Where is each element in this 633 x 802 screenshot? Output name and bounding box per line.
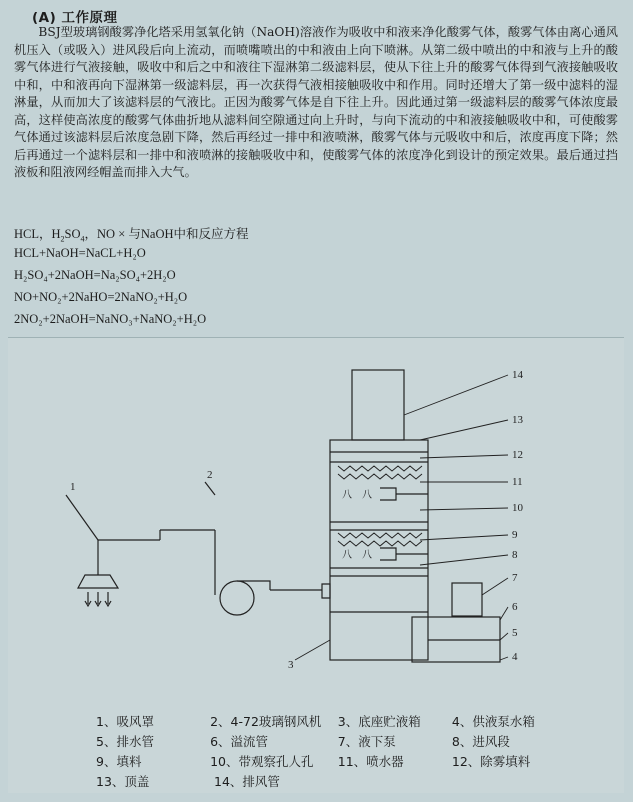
filter-symbol-lower-right: 八 xyxy=(362,550,372,561)
equation-no: NO+NO₂+2NaHO=2NaNO₂+H₂O xyxy=(14,290,188,304)
filter-symbol-upper-left: 八 xyxy=(342,490,352,501)
callout-10: 10 xyxy=(512,502,523,514)
callout-2: 2 xyxy=(207,469,213,481)
legend-row xyxy=(96,752,566,772)
equation-h2so4: H₂SO₄+2NaOH=Na₂SO₄+2H₂O xyxy=(14,268,176,282)
legend-item: 11、喷水器 xyxy=(337,754,404,769)
legend-item: 2、4-72玻璃钢风机 xyxy=(210,714,322,729)
sprayer-upper xyxy=(380,488,428,500)
callout-4: 4 xyxy=(512,651,518,663)
legend-row xyxy=(96,732,566,752)
legend-row xyxy=(96,712,566,732)
callout-5: 5 xyxy=(512,627,518,639)
callout-numbers xyxy=(70,369,524,671)
callout-9: 9 xyxy=(512,529,518,541)
legend-item: 7、液下泵 xyxy=(337,734,396,749)
callout-7: 7 xyxy=(512,572,518,584)
section-heading: (A) 工作原理 xyxy=(32,10,118,26)
filter-symbol-lower-left: 八 xyxy=(342,550,352,561)
packing-layer-upper xyxy=(338,466,422,479)
callout-12: 12 xyxy=(512,449,523,461)
equation-hcl: HCL+NaOH=NaCL+H₂O xyxy=(14,246,146,260)
packing-layer-lower xyxy=(338,533,422,546)
callout-1: 1 xyxy=(70,481,76,493)
filter-symbols xyxy=(342,490,372,561)
callout-3: 3 xyxy=(288,659,294,671)
equation-no2: 2NO₂+2NaOH=NaNO₃+NaNO₂+H₂O xyxy=(14,312,207,326)
callout-14: 14 xyxy=(512,369,523,381)
filter-symbol-upper-right: 八 xyxy=(362,490,372,501)
legend-item: 1、吸风罩 xyxy=(96,714,154,729)
legend-row xyxy=(96,772,566,792)
legend-item: 5、排水管 xyxy=(96,734,154,749)
suction-hood xyxy=(66,495,160,606)
equation-intro: HCL，$H_2SO_4$，NO × 与NaOH中和反应方程 xyxy=(14,227,249,244)
sprayer-lower xyxy=(380,548,428,560)
legend-item: 12、除雾填料 xyxy=(451,754,531,769)
legend-item: 9、填料 xyxy=(96,754,142,769)
pump-tank xyxy=(412,583,500,662)
callout-11: 11 xyxy=(512,476,523,488)
callout-6: 6 xyxy=(512,601,518,613)
legend-item: 4、供液泵水箱 xyxy=(451,714,535,729)
legend-item: 3、底座贮液箱 xyxy=(337,714,421,729)
legend-item: 8、进风段 xyxy=(451,734,510,749)
legend-item: 6、溢流管 xyxy=(210,734,269,749)
callout-8: 8 xyxy=(512,549,518,561)
legend-item: 14、排风管 xyxy=(214,774,280,789)
fan xyxy=(220,581,330,615)
principle-paragraph: BSJ型玻璃钢酸雾净化塔采用氢氧化钠（NaOH)溶液作为吸收中和液来净化酸雾气体，酸雾气体由离心通风机压入（或吸入）进风段后向上流动，而喷嘴喷出的中和液由上向下喷淋。从第二级中喷出的中和液与上升的酸雾气体进行气液接触，吸收中和后之中和液往下湿淋第二级滤料层，使从下往上升的酸雾气体得到气液接触吸收中和，中和液再向下湿淋第一级滤料层，再一次获得气液相接触吸收中和作用。同时还增大了第一级中滤料的湿淋量，从而加大了该滤料层的气液比。正因为酸雾气体是自下往上升。因此通过第一级滤料层的酸雾气体浓度最高，这样使高浓度的酸雾气体曲折地从滤料间空隙通过向上升时，与向下流动的中和液接触吸收中和，可使酸雾气体通过该滤料层后浓度急剧下降，然后再经过一排中和液喷淋，酸雾气体与元吸收中和后，浓度再度下降；然后再通过一个滤料层和一排中和液喷淋的接触吸收中和，使酸雾气体的浓度净化到设计的预定效果。最后通过挡液板和阻液网经帽盖而排入大气。 xyxy=(14,25,618,179)
legend-item: 13、顶盖 xyxy=(96,774,150,789)
legend-item: 10、带观察孔人孔 xyxy=(210,754,314,769)
callout-13: 13 xyxy=(512,414,523,426)
air-duct xyxy=(160,482,215,595)
legend xyxy=(96,712,566,792)
